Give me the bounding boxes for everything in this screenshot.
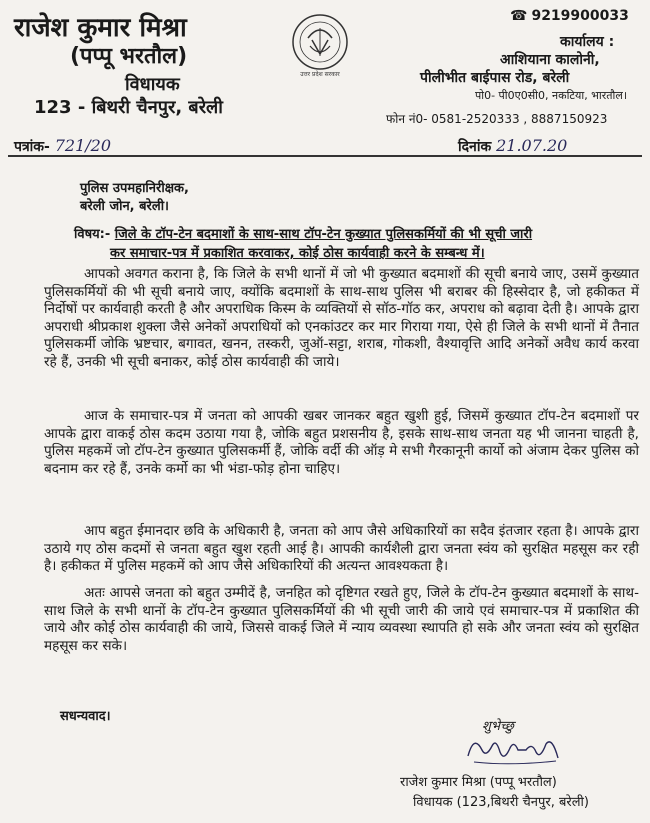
- handwritten-signature: [460, 728, 570, 768]
- reference-value: 721/20: [54, 136, 112, 155]
- body-paragraph: [44, 408, 639, 478]
- sender-constituency: 123 - बिथरी चैनपुर, बरेली: [34, 97, 223, 118]
- date-label: दिनांक: [458, 139, 492, 155]
- subject-text1: जिले के टॉप-टेन बदमाशों के साथ-साथ टॉप-टेन कुख्यात पुलिसकर्मियों की भी सूची जारी: [114, 227, 533, 242]
- date-value: 21.07.20: [496, 136, 568, 155]
- body-paragraph: [44, 585, 639, 655]
- recipient-line2: बरेली जोन, बरेली।: [80, 199, 169, 214]
- paragraph-1: आपको अवगत कराना है, कि जिले के सभी थानों में जो भी कुख्यात बदमाशों की सूची बनाये जाए, उसमें कुख्यात पुलिसकर्मियों की भी सूची बनाये जाए, क्योंकि बदमाशों के साथ-साथ पुलिस भी बराबर की हिस्सेदार है, जो हकीकत में निर्दोषों पर कार्यवाही करती है और अपराधिक किस्म के व्यक्तियों से सॉठ-गॉठ कर, अपराध को बढ़ावा देती है। आपके द्वारा अपराधी श्रीप्रकाश शुक्ला जैसे अनेकों अपराधियों को एनकांउटर कर मार गिराया गया, ऐसे ही जिले के सभी थानों में तैनात पुलिसकर्मी जोकि भ्रष्टचार, बगावत, खनन, तस्करी, जुऑ-सट्टा, शराब, गोकशी, वैश्यावृत्ति आदि अनेकों अवैध कार्य करवा रहे हैं, उनकी भी सूची बनाकर, कोई ठोस कार्यवाही की जाये।: [44, 266, 639, 370]
- reference-number: [14, 136, 111, 156]
- sender-name: राजेश कुमार मिश्रा: [14, 13, 187, 43]
- up-government-emblem-icon: [290, 10, 350, 80]
- emblem-caption: उत्तर प्रदेश सरकार: [300, 71, 340, 78]
- signatory-name: राजेश कुमार मिश्रा (पप्पू भरतौल): [400, 775, 557, 790]
- paragraph-3: आप बहुत ईमानदार छवि के अधिकारी है, जनता को आप जैसे अधिकारियों का सदैव इंतजार रहता है। आपके द्वारा उठाये गए ठोस कदमों से जनता बहुत खुश रहती आई है। आपकी कार्यशैली द्वारा जनता स्वंय को सुरक्षित महसूस कर रही है। हकीकत में पुलिस महकमें को आप जैसे अधिकारियों की अत्यन्त आवश्यकता है।: [44, 523, 639, 574]
- signatory-designation: विधायक (123,बिथरी चैनपुर, बरेली): [413, 795, 589, 810]
- office-phone-line: फोन नं0- 0581-2520333 , 8887150923: [386, 112, 608, 126]
- telephone-icon: ☎: [510, 8, 528, 24]
- paragraph-2: आज के समाचार-पत्र में जनता को आपकी खबर जानकर बहुत खुशी हुई, जिसमें कुख्यात टॉप-टेन बदमाशों पर आपके द्वारा वाकई ठोस कदम उठाया गया है, जोकि बहुत प्रशसनीय है, इसके साथ-साथ जनता यह भी जानना चाहती है, पुलिस महकमें जो टॉप-टेन कुख्यात पुलिसकर्मी हैं, जोकि वर्दी की ऑड़ मे सभी गैरकानूनी कार्यो को अंजाम देकर पुलिस को बदनाम कर रहे हैं, उनके कर्मो का भी भंडा-फोड़ होना चाहिए।: [44, 408, 639, 477]
- paragraph-4: अतः आपसे जनता को बहुत उम्मीदें है, जनहित को दृष्टिगत रखते हुए, जिले के टॉप-टेन कुख्यात बदमाशों के साथ-साथ जिले के सभी थानों के टॉप-टेन कुख्यात पुलिसकर्मियों की भी सूची जारी की जाये एवं समाचार-पत्र में प्रकाशित की जाये और कोई ठोस कार्यवाही की जाये, जिससे वाकई जिले में न्याय व्यवस्था स्थापति हो सके और जनता स्वंय को सुरक्षित महसूस कर सके।: [44, 585, 639, 654]
- subject-text2: कर समाचार-पत्र में प्रकाशित करवाकर, कोई ठोस कार्यवाही करने के सम्बन्ध में।: [110, 246, 485, 261]
- office-address-line1: आशियाना कालोनी,: [500, 52, 600, 68]
- letter-date: [458, 136, 567, 156]
- top-phone-number: 9219900033: [531, 8, 629, 24]
- body-paragraph: [44, 523, 639, 576]
- closing-wellwisher: शुभेच्छु: [482, 719, 514, 734]
- subject-line1: [74, 224, 532, 242]
- office-label: कार्यालय :: [560, 34, 615, 50]
- sender-nickname: (पप्पू भरतौल): [70, 44, 188, 69]
- recipient-line1: पुलिस उपमहानिरीक्षक,: [80, 181, 189, 196]
- closing-thanks: सधन्यवाद।: [60, 709, 111, 724]
- office-address-line2: पीलीभीत बाईपास रोड, बरेली: [420, 70, 570, 86]
- subject-line2: [110, 243, 485, 261]
- reference-label: पत्रांक-: [14, 139, 50, 155]
- top-phone: [510, 8, 629, 24]
- body-paragraph: [44, 266, 639, 371]
- subject-label: विषय:-: [74, 227, 111, 242]
- sender-designation: विधायक: [125, 74, 180, 95]
- office-address-line3: पो0- पी0ए0सी0, नकटिया, भारतौल।: [475, 89, 628, 102]
- header-divider: [8, 155, 642, 157]
